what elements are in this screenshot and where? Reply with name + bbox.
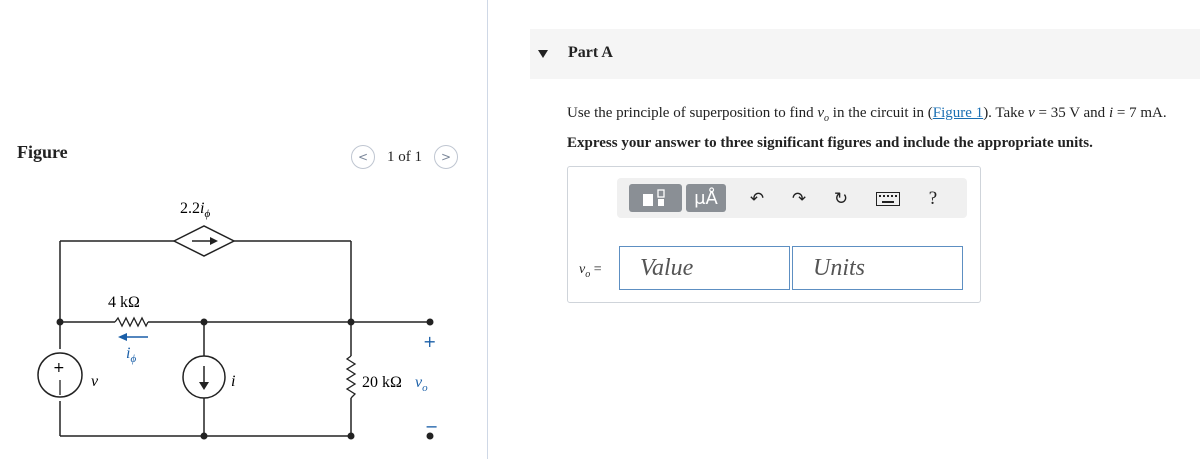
output-plus: + — [423, 332, 437, 351]
answer-box — [567, 166, 981, 303]
current-label: $i_\phi$ — [126, 345, 137, 365]
current-source — [183, 356, 225, 398]
node-dot — [348, 433, 355, 440]
question-text: Use the principle of superposition to find $v_o$ in the circuit in (Figure 1). Take v = 35 V and i = 7 mA. — [567, 105, 1167, 124]
value-input[interactable]: Value — [619, 246, 790, 290]
chevron-left-icon: < — [357, 150, 369, 164]
next-figure-button[interactable] — [434, 145, 458, 169]
units-button[interactable]: μÅ — [686, 184, 726, 212]
part-label: Part A — [568, 44, 613, 61]
node-dot — [348, 319, 355, 326]
resistor-4k — [115, 318, 148, 326]
question-panel — [530, 0, 1200, 459]
node-dot — [57, 319, 64, 326]
collapse-triangle-icon[interactable] — [538, 50, 548, 58]
pager-text: 1 of 1 — [387, 148, 422, 165]
part-header[interactable] — [530, 29, 1200, 79]
node-dot — [201, 433, 208, 440]
template-button[interactable] — [629, 184, 682, 212]
output-minus: − — [425, 417, 439, 436]
keyboard-icon[interactable] — [875, 189, 901, 209]
resistor-20k — [347, 356, 355, 398]
chevron-right-icon: > — [440, 150, 452, 164]
panel-divider — [487, 0, 488, 459]
current-direction-arrow — [118, 333, 148, 341]
redo-icon[interactable]: ↷ — [791, 189, 807, 209]
template-icon — [641, 188, 671, 208]
resistor1-label: 4 kΩ — [108, 294, 140, 311]
figure-pager — [351, 144, 458, 170]
dep-source-label: $2.2i_\phi$ — [180, 200, 211, 220]
instruction-text: Express your answer to three significant figures and include the appropriate units. — [567, 135, 1093, 151]
node-dot — [201, 319, 208, 326]
source-plus: + — [53, 360, 65, 376]
figure-title: Figure — [17, 142, 68, 162]
figure-link[interactable]: Figure 1 — [932, 105, 984, 121]
voltage-source-label: v — [91, 373, 99, 390]
figure-panel — [0, 0, 487, 459]
terminal-dot — [427, 319, 434, 326]
equation-toolbar — [617, 178, 967, 218]
circuit-diagram — [0, 180, 487, 459]
reset-icon[interactable]: ↻ — [833, 189, 849, 209]
output-voltage-label: $v_o$ — [415, 374, 428, 394]
current-source-label: i — [231, 373, 236, 390]
vo-label: $v_o$ = — [579, 262, 602, 280]
dependent-current-source — [174, 226, 234, 256]
prev-figure-button[interactable] — [351, 145, 375, 169]
resistor2-label: 20 kΩ — [362, 374, 402, 391]
units-input[interactable]: Units — [792, 246, 963, 290]
undo-icon[interactable]: ↶ — [749, 189, 765, 209]
help-icon[interactable]: ? — [928, 188, 938, 209]
